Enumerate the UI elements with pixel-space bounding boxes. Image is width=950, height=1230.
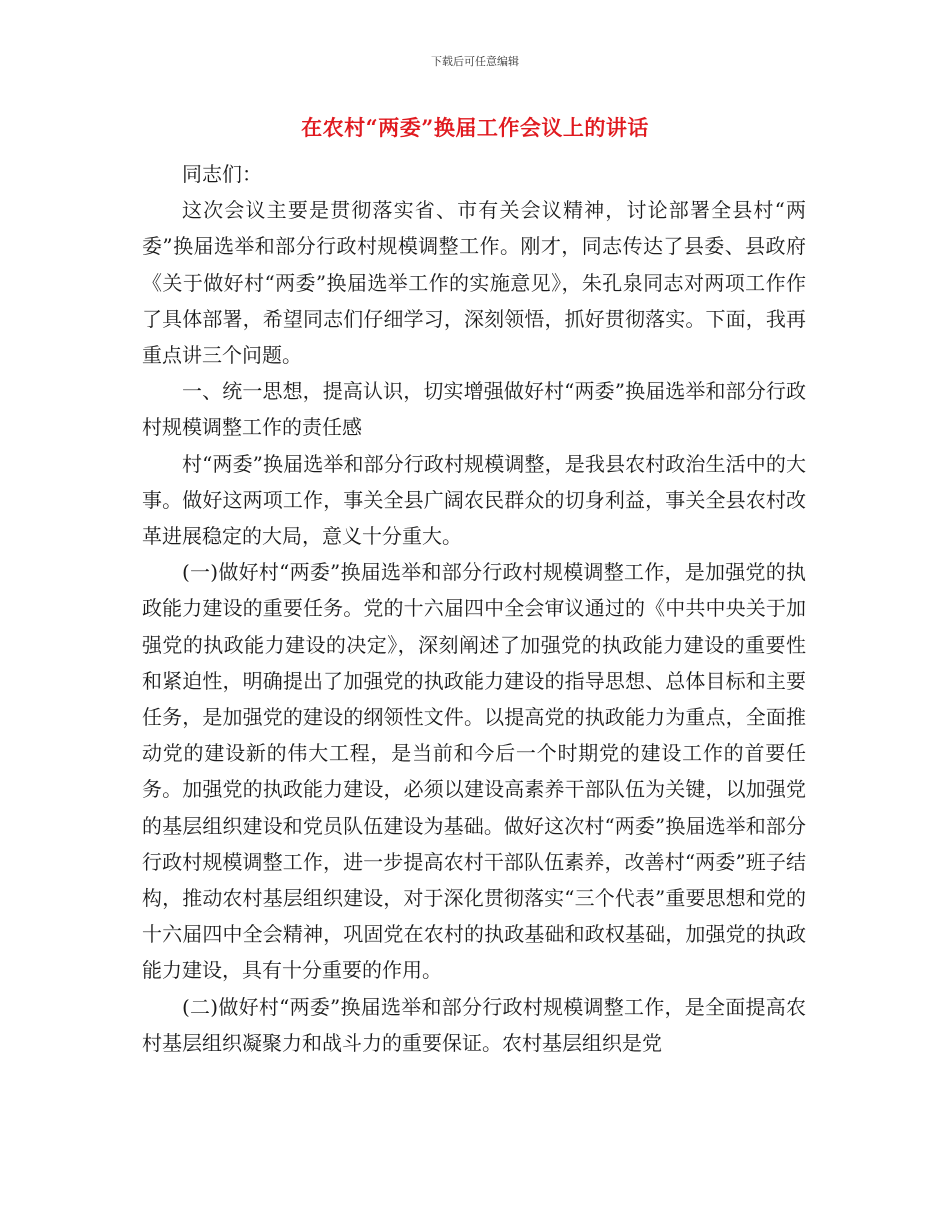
header-note: 下载后可任意编辑 xyxy=(431,55,519,68)
salutation: 同志们： xyxy=(182,162,262,186)
paragraph: (二)做好村“两委”换届选举和部分行政村规模调整工作，是全面提高农村基层组织凝聚力和战斗力的重要保证。农村基层组织是党 xyxy=(142,994,806,1055)
paragraph: 这次会议主要是贯彻落实省、市有关会议精神，讨论部署全县村“两委”换届选举和部分行政村规模调整工作。刚才，同志传达了县委、县政府《关于做好村“两委”换届选举工作的实施意见》，朱孔泉同志对两项工作作了具体部署，希望同志们仔细学习，深刻领悟，抓好贯彻落实。下面，我再重点讲三个问题。 xyxy=(142,198,806,368)
document-title: 在农村“两委”换届工作会议上的讲话 xyxy=(301,115,649,140)
document-body xyxy=(142,156,806,1061)
paragraph: 村“两委”换届选举和部分行政村规模调整，是我县农村政治生活中的大事。做好这两项工作，事关全县广阔农民群众的切身利益，事关全县农村改革进展稳定的大局，意义十分重大。 xyxy=(142,451,806,549)
section-heading: 一、统一思想，提高认识，切实增强做好村“两委”换届选举和部分行政村规模调整工作的责任感 xyxy=(142,379,806,440)
paragraph: (一)做好村“两委”换届选举和部分行政村规模调整工作，是加强党的执政能力建设的重要任务。党的十六届四中全会审议通过的《中共中央关于加强党的执政能力建设的决定》，深刻阐述了加强党的执政能力建设的重要性和紧迫性，明确提出了加强党的执政能力建设的指导思想、总体目标和主要任务，是加强党的建设的纲领性文件。以提高党的执政能力为重点，全面推动党的建设新的伟大工程，是当前和今后一个时期党的建设工作的首要任务。加强党的执政能力建设，必须以建设高素养干部队伍为关键，以加强党的基层组织建设和党员队伍建设为基础。做好这次村“两委”换届选举和部分行政村规模调整工作，进一步提高农村干部队伍素养，改善村“两委”班子结构，推动农村基层组织建设，对于深化贯彻落实“三个代表”重要思想和党的十六届四中全会精神，巩固党在农村的执政基础和政权基础，加强党的执政能力建设，具有十分重要的作用。 xyxy=(142,560,806,983)
